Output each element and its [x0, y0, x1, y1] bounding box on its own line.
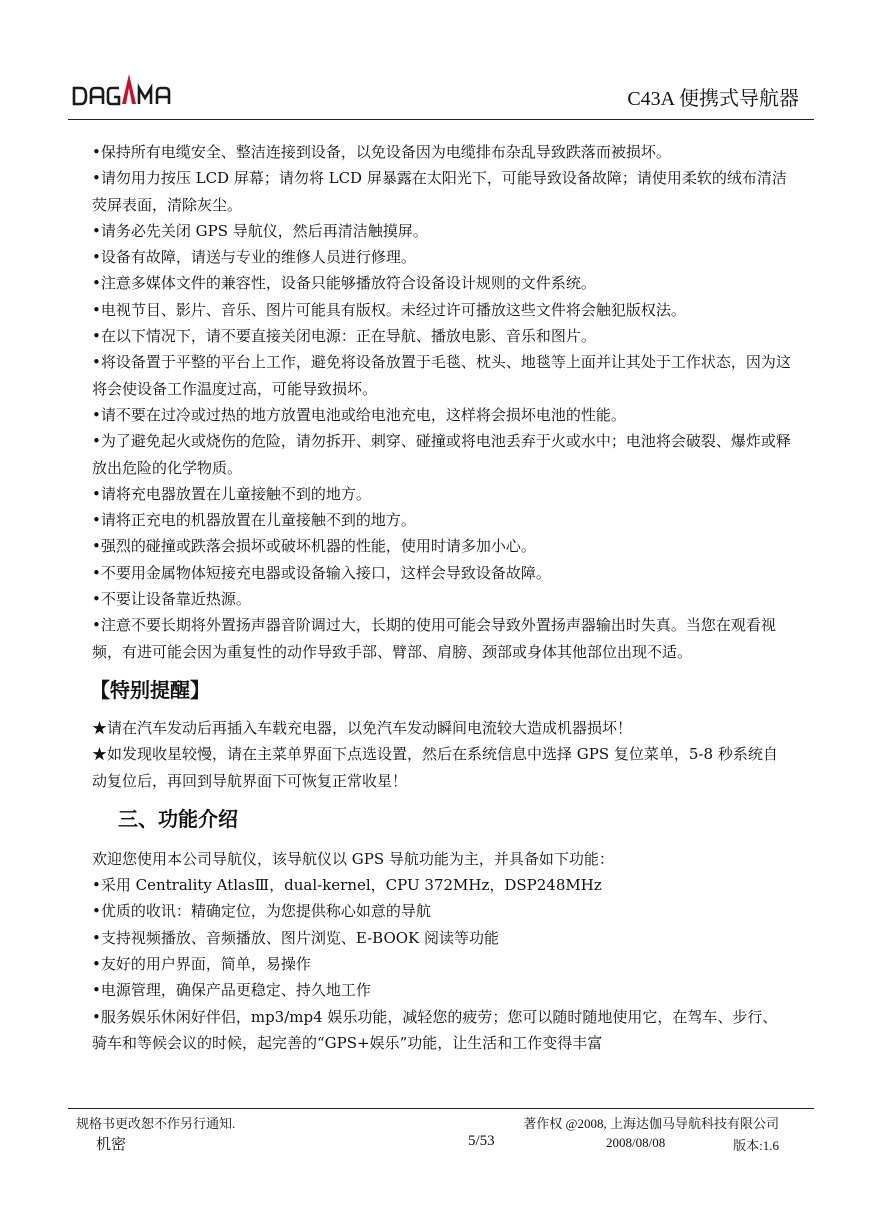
precaution-item: •在以下情况下，请不要直接关闭电源：正在导航、播放电影、音乐和图片。: [92, 327, 596, 346]
feature-item: •友好的用户界面，简单，易操作: [92, 955, 311, 974]
precaution-item: •为了避免起火或烧伤的危险，请勿拆开、刺穿、碰撞或将电池丢弃于火或水中；电池将会破裂、爆炸或释放出危险的化学物质。: [92, 432, 791, 477]
special-notice-heading: 【特别提醒】: [90, 677, 210, 702]
special-notice-list: [92, 715, 792, 794]
precaution-item: •请务必先关闭 GPS 导航仪，然后再清洁触摸屏。: [92, 221, 428, 240]
footer-divider: [68, 1108, 814, 1109]
change-notice: 规格书更改恕不作另行通知.: [76, 1116, 236, 1131]
precaution-item: •不要让设备靠近热源。: [92, 590, 251, 609]
precaution-item: •请不要在过冷或过热的地方放置电池或给电池充电，这样将会损坏电池的性能。: [92, 405, 626, 424]
page-number: 5/53: [468, 1133, 495, 1149]
precaution-item: •注意不要长期将外置扬声器音阶调过大，长期的使用可能会导致外置扬声器输出时失真。当您在观看视频，有进可能会因为重复性的动作导致手部、臂部、肩膀、颈部或身体其他部位出现不适。: [92, 616, 776, 661]
feature-item: •优质的收讯：精确定位，为您提供称心如意的导航: [92, 902, 431, 921]
feature-item: •支持视频播放、音频播放、图片浏览、E-BOOK 阅读等功能: [92, 928, 500, 947]
precaution-item: •将设备置于平整的平台上工作，避免将设备放置于毛毯、枕头、地毯等上面并让其处于工作状态，因为这将会使设备工作温度过高，可能导致损坏。: [92, 353, 791, 398]
precaution-item: •请将充电器放置在儿童接触不到的地方。: [92, 484, 371, 503]
dagama-logo-icon: [72, 70, 182, 110]
confidential-label: 机密: [96, 1137, 127, 1153]
copyright-notice: 著作权 @2008, 上海达伽马导航科技有限公司: [523, 1116, 779, 1131]
page-content: [92, 139, 792, 1056]
precaution-item: •强烈的碰撞或跌落会损坏或破坏机器的性能，使用时请多加小心。: [92, 537, 536, 556]
precaution-item: •请将正充电的机器放置在儿童接触不到的地方。: [92, 511, 416, 530]
section-heading: 三、功能介绍: [118, 806, 238, 831]
special-notice-item: ★如发现收星较慢，请在主菜单界面下点选设置，然后在系统信息中选择 GPS 复位菜单，5-8 秒系统自动复位后，再回到导航界面下可恢复正常收星！: [92, 745, 778, 790]
feature-list: [92, 872, 792, 1056]
precaution-item: •设备有故障，请送与专业的维修人员进行修理。: [92, 248, 416, 267]
feature-item: •采用 Centrality AtlasⅢ，dual-kernel，CPU 372MHz，DSP248MHz: [92, 876, 602, 895]
company-logo: [72, 70, 182, 110]
precaution-item: •电视节目、影片、音乐、图片可能具有版权。未经过许可播放这些文件将会触犯版权法。: [92, 300, 686, 319]
precaution-item: •不要用金属物体短接充电器或设备输入接口，这样会导致设备故障。: [92, 563, 551, 582]
header-divider: [68, 119, 814, 120]
precaution-item: •保持所有电缆安全、整洁连接到设备，以免设备因为电缆排布杂乱导致跌落而被损坏。: [92, 143, 671, 161]
precaution-item: •注意多媒体文件的兼容性，设备只能够播放符合设备设计规则的文件系统。: [92, 274, 596, 293]
document-version: 版本:1.6: [733, 1138, 779, 1153]
page-footer: [76, 1113, 779, 1155]
feature-item: •电源管理，确保产品更稳定、持久地工作: [92, 981, 371, 1000]
feature-item: •服务娱乐休闲好伴侣，mp3/mp4 娱乐功能，减轻您的疲劳；您可以随时随地使用它，在驾车、步行、骑车和等候会议的时候，起完善的“GPS+娱乐”功能，让生活和工作变得丰富: [92, 1007, 778, 1052]
special-notice-item: ★请在汽车发动后再插入车载充电器，以免汽车发动瞬间电流较大造成机器损坏！: [92, 718, 633, 737]
document-title: C43A 便携式导航器: [627, 88, 799, 110]
precaution-item: •请勿用力按压 LCD 屏幕；请勿将 LCD 屏暴露在太阳光下，可能导致设备故障；请使用柔软的绒布清洁荧屏表面，清除灰尘。: [92, 169, 787, 214]
precautions-list: [92, 139, 792, 665]
section-intro: 欢迎您使用本公司导航仪，该导航仪以 GPS 导航功能为主，并具备如下功能：: [92, 849, 614, 868]
document-date: 2008/08/08: [606, 1135, 666, 1150]
